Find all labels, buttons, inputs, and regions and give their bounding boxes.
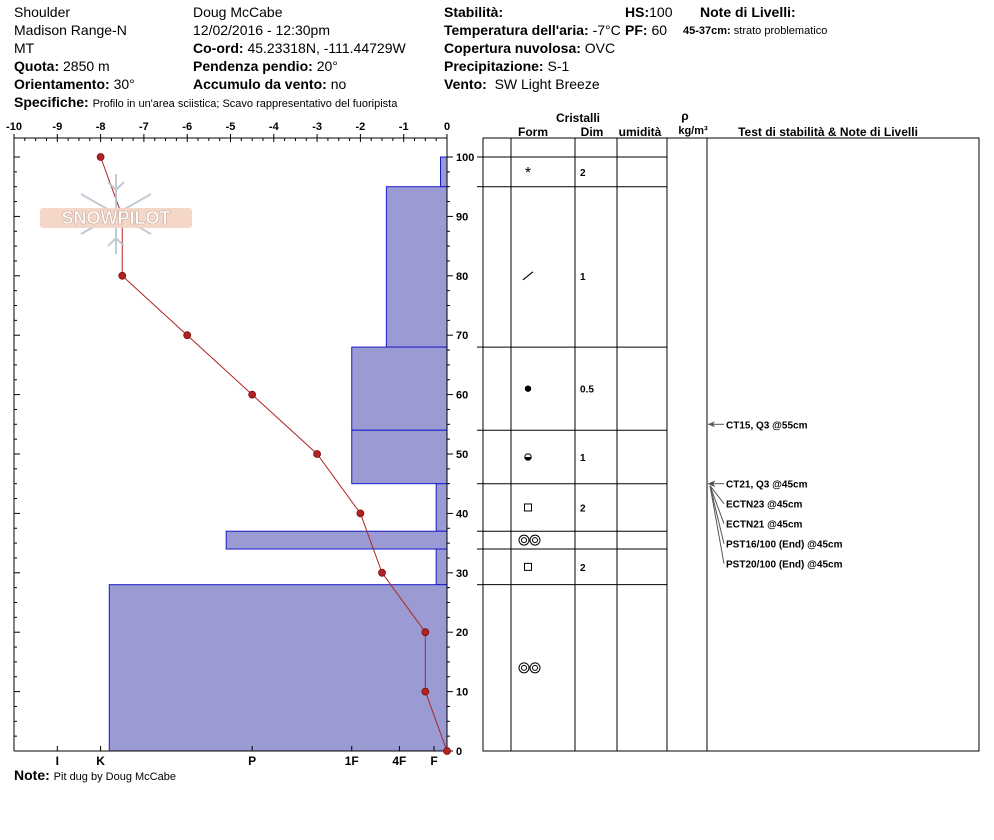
hardness-label: I bbox=[55, 754, 59, 768]
height-tick-label: 0 bbox=[456, 746, 463, 758]
grain-form-symbol-6 bbox=[525, 563, 532, 570]
temperature-point bbox=[379, 569, 386, 576]
wind: Vento: SW Light Breeze bbox=[444, 76, 600, 92]
temperature-point bbox=[357, 510, 364, 517]
moisture-header: umidità bbox=[618, 125, 662, 139]
hardness-label: 1F bbox=[344, 754, 359, 768]
grain-form-symbol-0: * bbox=[524, 164, 532, 182]
layer-notes: 45-37cm: strato problematico bbox=[683, 25, 828, 37]
grain-form-symbol-5-1 bbox=[530, 535, 540, 545]
temperature-point bbox=[119, 272, 126, 279]
temp-tick-label: 0 bbox=[443, 121, 451, 133]
grain-form-symbol-7-1 bbox=[530, 663, 540, 673]
temperature-point bbox=[422, 629, 429, 636]
test-label-1: CT21, Q3 @45cm bbox=[726, 479, 808, 491]
state: MT bbox=[14, 40, 35, 56]
crystals-header: Cristalli bbox=[555, 111, 601, 125]
hardness-label: 4F bbox=[392, 754, 407, 768]
test-label-2: ECTN23 @45cm bbox=[726, 499, 803, 511]
hardness-label: K bbox=[96, 754, 105, 768]
grain-size-4: 2 bbox=[580, 503, 586, 515]
temp-tick-label: -7 bbox=[139, 121, 149, 133]
test-label-0: CT15, Q3 @55cm bbox=[726, 420, 808, 432]
hardness-bar-5 bbox=[226, 531, 447, 549]
temperature-point bbox=[249, 391, 256, 398]
rho-header: ρ bbox=[681, 109, 689, 123]
grain-form-symbol-7-0-inner bbox=[522, 665, 527, 670]
pit-note: Note: Pit dug by Doug McCabe bbox=[14, 767, 176, 783]
grain-form-symbol-4 bbox=[525, 504, 532, 511]
test-arrow-line bbox=[710, 486, 724, 524]
temp-tick-label: -3 bbox=[312, 121, 322, 133]
hardness-bar-0 bbox=[441, 157, 447, 187]
height-tick-label: 60 bbox=[456, 389, 469, 402]
grain-size-6: 2 bbox=[580, 562, 586, 574]
snowpilot-logo bbox=[38, 172, 194, 261]
elevation: Quota: 2850 m bbox=[14, 58, 110, 74]
height-tick-label: 100 bbox=[456, 152, 475, 164]
hardness-bar-7 bbox=[109, 585, 447, 751]
test-arrow-line bbox=[710, 486, 724, 564]
temp-tick-label: -2 bbox=[355, 121, 366, 133]
grain-size-1: 1 bbox=[580, 271, 586, 283]
observer: Doug McCabe bbox=[193, 4, 283, 20]
temperature-point bbox=[422, 688, 429, 695]
test-label-5: PST20/100 (End) @45cm bbox=[726, 559, 843, 571]
temperature-point bbox=[97, 154, 104, 161]
form-header: Form bbox=[518, 125, 548, 139]
height-tick-label: 80 bbox=[456, 270, 469, 283]
density-header: kg/m³ bbox=[678, 125, 708, 137]
grain-form-symbol-1 bbox=[523, 272, 533, 280]
grain-size-0: 2 bbox=[580, 167, 586, 179]
penetration-foot: PF: 60 bbox=[625, 22, 668, 38]
stability: Stabilità: bbox=[444, 4, 504, 20]
hardness-label: F bbox=[430, 754, 438, 768]
specifics: Specifiche: Profilo in un'area sciistica; Scavo rappresentativo del fuoripista bbox=[14, 94, 398, 110]
wind-loading: Accumulo da vento: no bbox=[193, 76, 347, 92]
height-tick-label: 20 bbox=[456, 627, 469, 640]
temp-tick-label: -8 bbox=[95, 121, 106, 133]
hardness-bar-2 bbox=[352, 347, 447, 430]
range: Madison Range-N bbox=[14, 22, 127, 38]
stability-tests bbox=[708, 420, 843, 570]
hardness-bar-3 bbox=[352, 430, 447, 483]
test-label-4: PST16/100 (End) @45cm bbox=[726, 539, 843, 551]
temp-tick-label: -9 bbox=[52, 121, 63, 133]
height-tick-label: 40 bbox=[456, 508, 469, 521]
size-header: Dim bbox=[580, 125, 604, 139]
temp-tick-label: -1 bbox=[398, 121, 409, 133]
grain-size-3: 1 bbox=[580, 452, 586, 464]
test-label-3: ECTN21 @45cm bbox=[726, 519, 803, 531]
slope: Pendenza pendio: 20° bbox=[193, 58, 338, 74]
temp-tick-label: -5 bbox=[225, 121, 236, 133]
hardness-bar-6 bbox=[436, 549, 447, 585]
table-border bbox=[483, 138, 979, 751]
snow-height: HS:100 bbox=[625, 4, 673, 20]
temperature-point bbox=[444, 748, 451, 755]
grain-form-symbol-2 bbox=[525, 385, 531, 391]
hardness-bar-1 bbox=[386, 187, 447, 347]
height-tick-label: 70 bbox=[456, 330, 469, 343]
grain-form-symbol-5-0 bbox=[519, 535, 529, 545]
coordinates: Co-ord: 45.23318N, -111.44729W bbox=[193, 40, 406, 56]
temp-tick-label: -10 bbox=[6, 121, 22, 133]
grain-size-2: 0.5 bbox=[580, 384, 594, 396]
tests-header: Test di stabilità & Note di Livelli bbox=[738, 125, 918, 139]
grain-form-symbol-5-0-inner bbox=[522, 538, 527, 543]
temperature-point bbox=[314, 451, 321, 458]
height-tick-label: 30 bbox=[456, 567, 469, 580]
aspect: Orientamento: 30° bbox=[14, 76, 135, 92]
height-tick-label: 50 bbox=[456, 449, 469, 461]
grain-form-symbol-5-1-inner bbox=[533, 538, 538, 543]
grain-form-symbol-7-0 bbox=[519, 663, 529, 673]
location: Shoulder bbox=[14, 4, 71, 20]
svg-text:SNOWPILOT: SNOWPILOT bbox=[61, 208, 171, 228]
temp-tick-label: -6 bbox=[182, 121, 193, 133]
layer-notes-title: Note di Livelli: bbox=[700, 4, 796, 20]
hardness-bar-4 bbox=[436, 484, 447, 532]
temperature-point bbox=[184, 332, 191, 339]
precipitation: Precipitazione: S-1 bbox=[444, 58, 570, 74]
datetime: 12/02/2016 - 12:30pm bbox=[193, 22, 330, 38]
hardness-label: P bbox=[248, 754, 257, 768]
height-tick-label: 10 bbox=[456, 686, 469, 699]
height-tick-label: 90 bbox=[456, 211, 469, 224]
grain-form-symbol-7-1-inner bbox=[533, 665, 538, 670]
temp-tick-label: -4 bbox=[268, 121, 279, 133]
air-temperature: Temperatura dell'aria: -7°C bbox=[444, 22, 621, 38]
sky-cover: Copertura nuvolosa: OVC bbox=[444, 40, 616, 56]
